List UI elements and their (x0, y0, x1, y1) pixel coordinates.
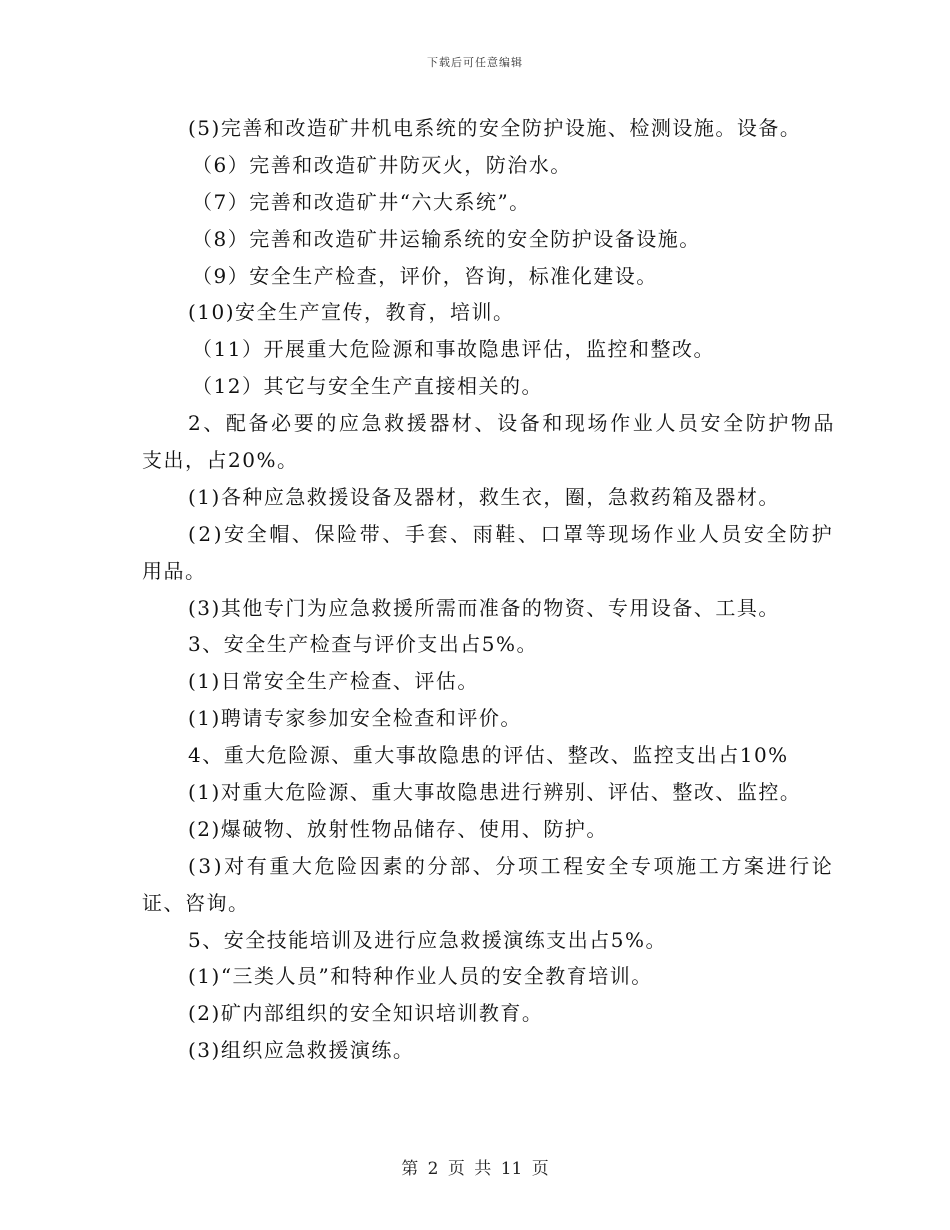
paragraph-line: (5)完善和改造矿井机电系统的安全防护设施、检测设施。设备。 (188, 116, 802, 140)
paragraph-line: (2)矿内部组织的安全知识培训教育。 (188, 1001, 544, 1026)
paragraph-line: （9）安全生产检查，评价，咨询，标准化建设。 (192, 263, 658, 288)
document-body (142, 110, 837, 1069)
paragraph-line: (1)日常安全生产检查、评估。 (188, 669, 479, 694)
paragraph-line: 支出，占20%。 (142, 448, 299, 473)
paragraph-line: (2)安全帽、保险带、手套、雨鞋、口罩等现场作业人员安全防护 (188, 521, 835, 546)
paragraph-line: 5、安全技能培训及进行应急救援演练支出占5%。 (188, 927, 667, 952)
paragraph-line: (1)对重大危险源、重大事故隐患进行辨别、评估、整改、监控。 (188, 780, 802, 805)
paragraph-line: （11）开展重大危险源和事故隐患评估，监控和整改。 (192, 337, 715, 362)
page-header: 下载后可任意编辑 (427, 56, 523, 69)
paragraph-line: 3、安全生产检查与评价支出占5%。 (188, 632, 538, 657)
paragraph-line: （6）完善和改造矿井防灭火，防治水。 (192, 152, 572, 177)
paragraph-line: (1)“三类人员”和特种作业人员的安全教育培训。 (188, 964, 653, 989)
paragraph-line: 2、配备必要的应急救援器材、设备和现场作业人员安全防护物品 (188, 411, 837, 436)
paragraph-line: （7）完善和改造矿井“六大系统”。 (192, 189, 531, 214)
paragraph-line: (3)其他专门为应急救援所需而准备的物资、专用设备、工具。 (188, 595, 780, 620)
page-footer: 第 2 页 共 11 页 (401, 1159, 549, 1179)
paragraph-line: 用品。 (142, 558, 207, 583)
paragraph-line: (1)各种应急救援设备及器材，救生衣，圈，急救药箱及器材。 (188, 484, 780, 509)
paragraph-line: (1)聘请专家参加安全检查和评价。 (188, 706, 522, 731)
paragraph-line: (2)爆破物、放射性物品储存、使用、防护。 (188, 816, 608, 841)
paragraph-line: 4、重大危险源、重大事故隐患的评估、整改、监控支出占10% (188, 743, 789, 768)
paragraph-line: (10)安全生产宣传，教育，培训。 (188, 300, 515, 325)
paragraph-line: 证、咨询。 (142, 890, 250, 915)
paragraph-line: （12）其它与安全生产直接相关的。 (192, 374, 543, 399)
paragraph-line: （8）完善和改造矿井运输系统的安全防护设备设施。 (192, 226, 701, 251)
paragraph-line: (3)组织应急救援演练。 (188, 1038, 415, 1063)
paragraph-line: (3)对有重大危险因素的分部、分项工程安全专项施工方案进行论 (188, 853, 835, 878)
